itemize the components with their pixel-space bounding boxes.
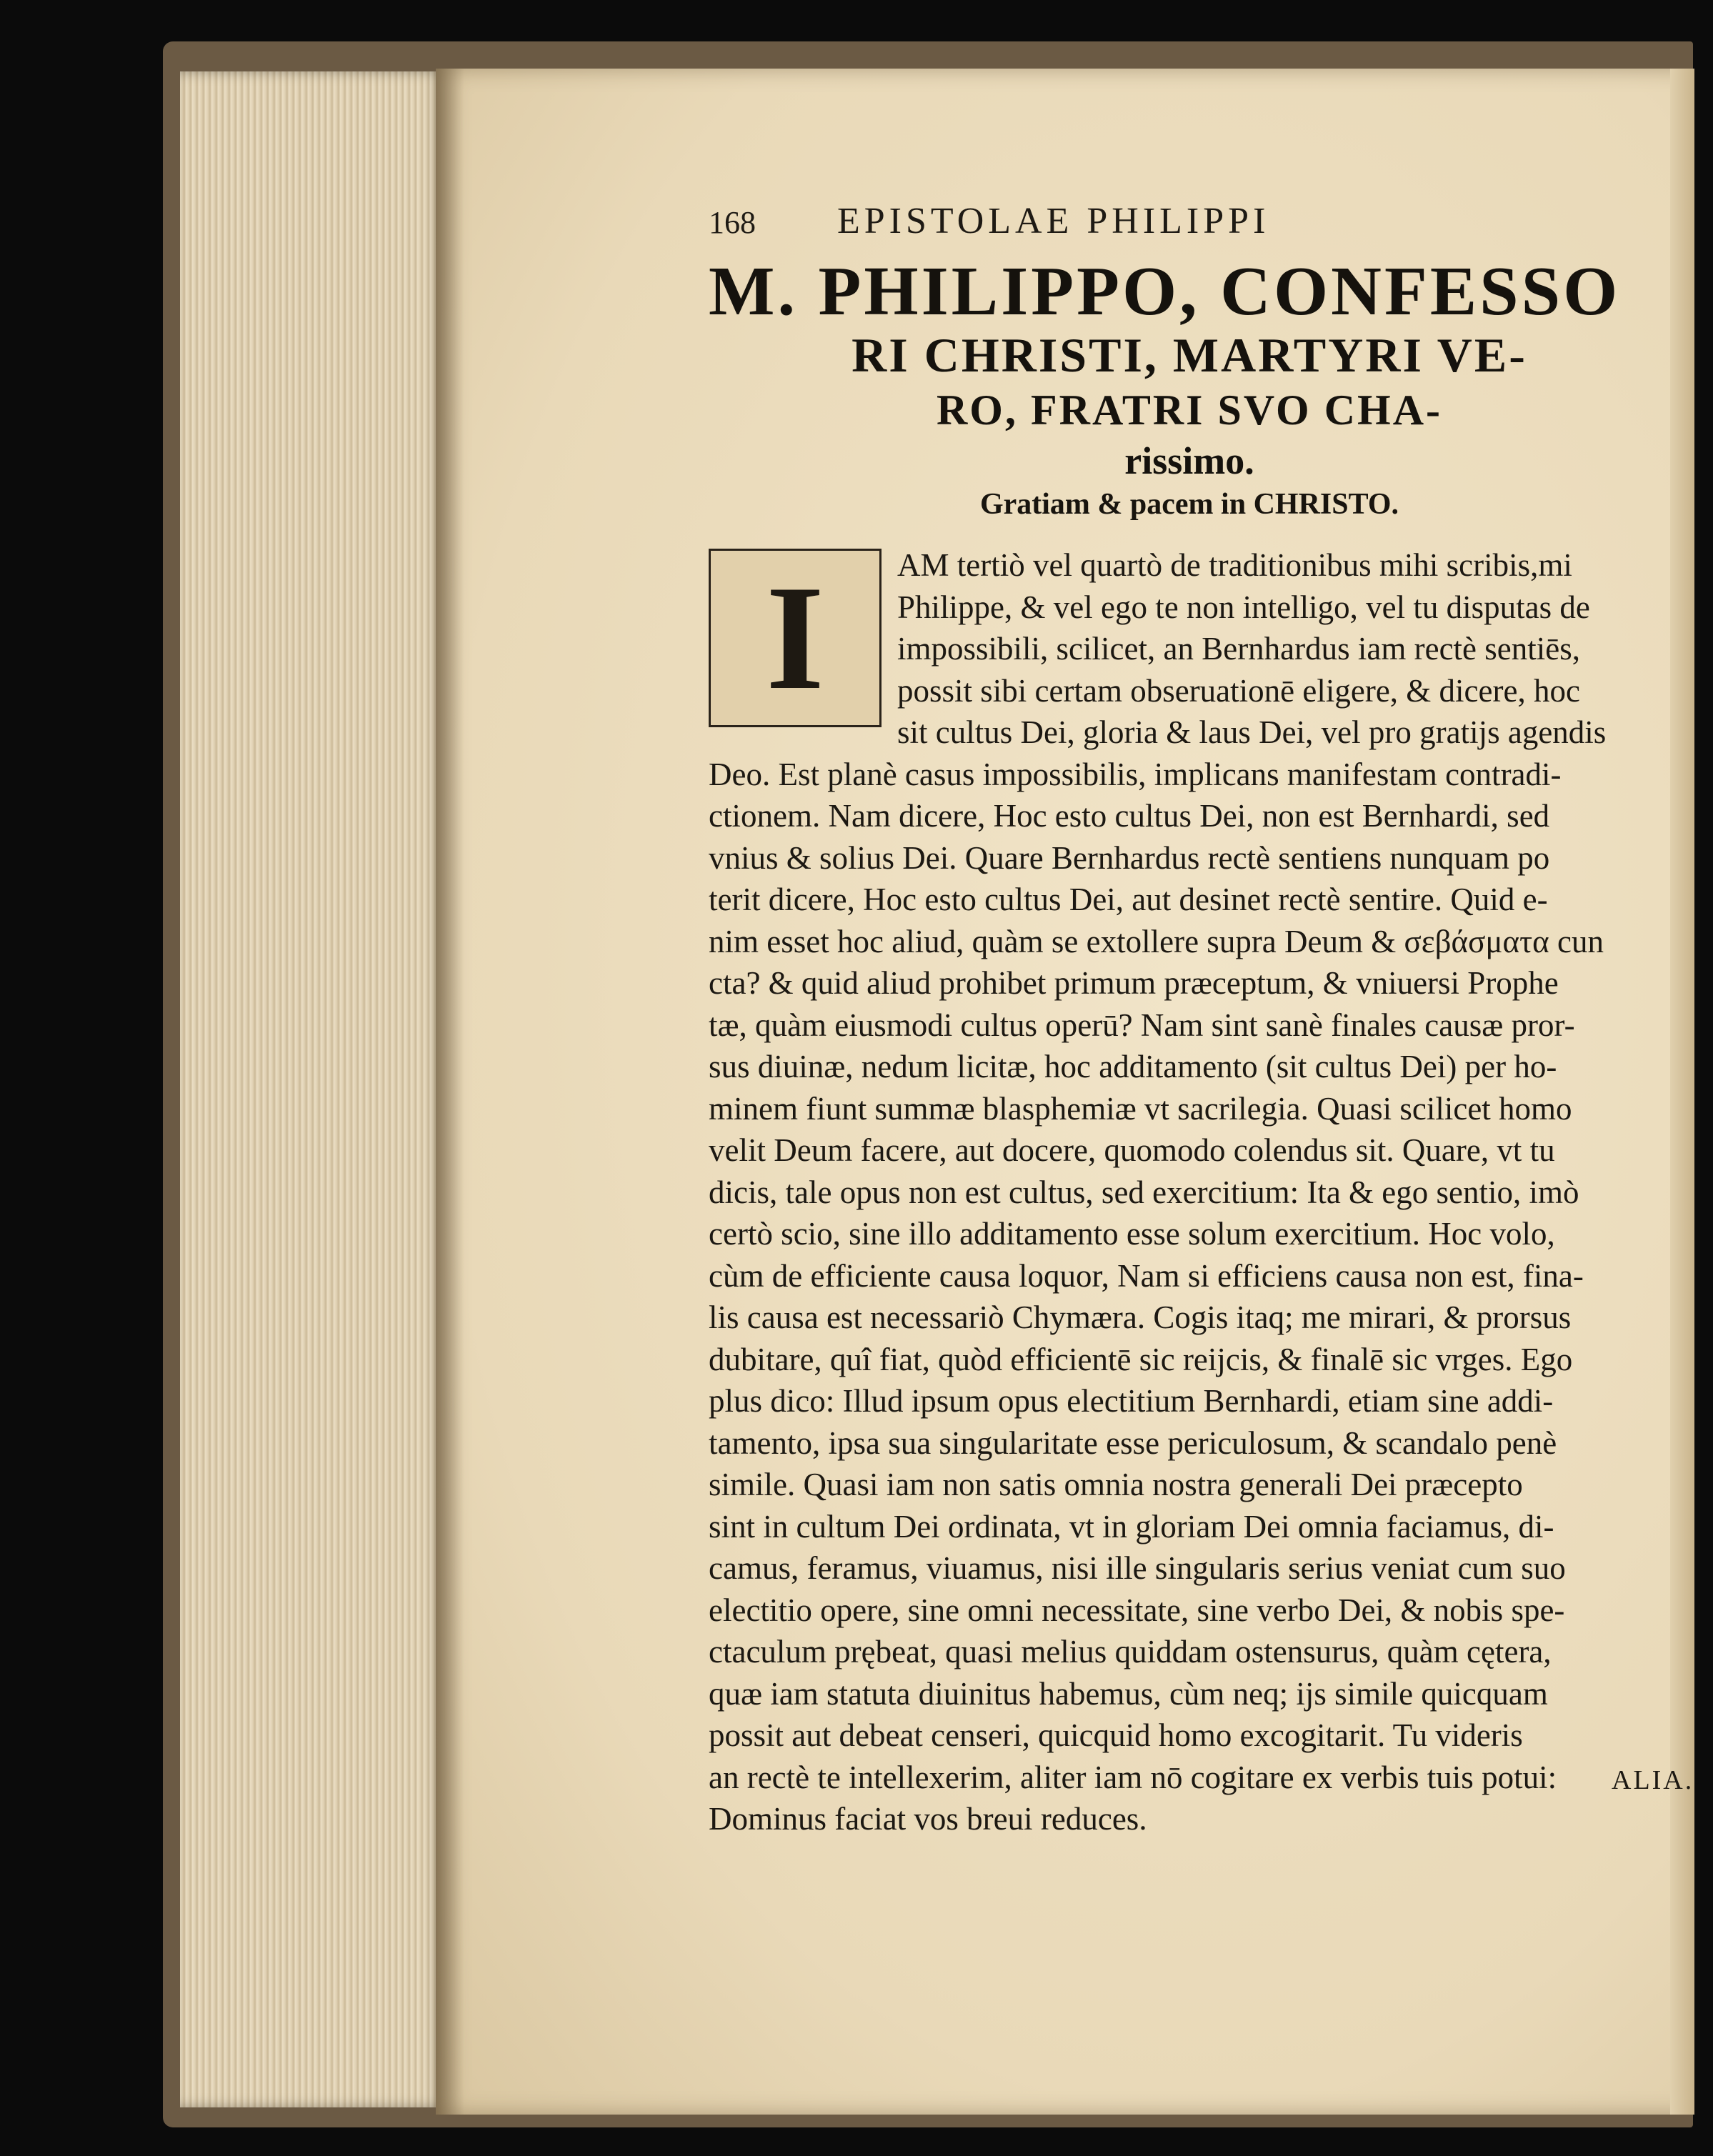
text-line: sit cultus Dei, gloria & laus Dei, vel pro gratijs agendis (897, 714, 1607, 750)
text-line: Philippe, & vel ego te non intelligo, vel tu disputas de (897, 589, 1590, 625)
text-line: dubitare, quî fiat, quòd efficientē sic reijcis, & finalē sic vrges. Ego (709, 1341, 1573, 1377)
initial-letter: I (766, 555, 824, 721)
text-line: simile. Quasi iam non satis omnia nostra generali Dei præcepto (709, 1467, 1523, 1502)
text-line: vnius & solius Dei. Quare Bernhardus rectè sentiens nunquam po (709, 839, 1550, 876)
title-line-2: RI CHRISTI, MARTYRI VE- (851, 328, 1527, 382)
text-line: quæ iam statuta diuinitus habemus, cùm neq; ijs simile quicquam (709, 1675, 1548, 1712)
text-line: sus diuinæ, nedum licitæ, hoc additamento (sit cultus Dei) per ho- (709, 1049, 1557, 1084)
title-line-3: RO, FRATRI SVO CHA- (936, 386, 1443, 434)
text-line: dicis, tale opus non est cultus, sed exercitium: Ita & ego sentio, imò (709, 1174, 1579, 1210)
page-edges (180, 71, 444, 2107)
page-number: 168 (709, 205, 756, 240)
page-header (709, 200, 1666, 250)
text-line: camus, feramus, viuamus, nisi ille singularis serius veniat cum suo (709, 1550, 1566, 1586)
title-line-4: rissimo. (1124, 439, 1254, 482)
text-line: possit aut debeat censeri, quicquid homo excogitarit. Tu videris (709, 1717, 1523, 1753)
text-line: velit Deum facere, aut docere, quomodo colendus sit. Quare, vt tu (709, 1132, 1555, 1168)
letter-title (709, 251, 1670, 487)
text-line: Dominus faciat vos breui reduces. (709, 1801, 1147, 1837)
text-line: cùm de efficiente causa loquor, Nam si efficiens causa non est, fina- (709, 1257, 1584, 1294)
text-line: an rectè te intellexerim, aliter iam nō cogitare ex verbis tuis potui: (709, 1759, 1557, 1795)
text-line: Deo. Est planè casus impossibilis, implicans manifestam contradi- (709, 756, 1562, 792)
text-line: tæ, quàm eiusmodi cultus operū? Nam sint sanè finales causæ pror- (709, 1007, 1575, 1043)
text-line: minem fiunt summæ blasphemiæ vt sacrilegia. Quasi scilicet homo (709, 1090, 1572, 1127)
text-line: certò scio, sine illo additamento esse solum exercitium. Hoc volo, (709, 1216, 1555, 1252)
text-line: AM tertiò vel quartò de traditionibus mihi scribis,mi (897, 547, 1572, 583)
gutter-shadow (436, 69, 464, 2115)
running-head: EPISTOLAE PHILIPPI (837, 201, 1270, 241)
catchword: ALIA. (1612, 1765, 1694, 1795)
text-line: electitio opere, sine omni necessitate, sine verbo Dei, & nobis spe- (709, 1592, 1565, 1628)
text-line: cta? & quid aliud prohibet primum præceptum, & vniuersi Prophe (709, 965, 1559, 1001)
text-line: sint in cultum Dei ordinata, vt in gloriam Dei omnia faciamus, di- (709, 1508, 1554, 1544)
text-line: terit dicere, Hoc esto cultus Dei, aut desinet rectè sentire. Quid e- (709, 882, 1548, 917)
text-line: tamento, ipsa sua singularitate esse periculosum, & scandalo penè (709, 1424, 1557, 1461)
page-right-edge (1670, 69, 1694, 2115)
salutation: Gratiam & pacem in CHRISTO. (979, 488, 1399, 521)
text-line: ctionem. Nam dicere, Hoc esto cultus Dei, non est Bernhardi, sed (709, 798, 1550, 834)
text-line: impossibili, scilicet, an Bernhardus iam rectè sentiēs, (897, 631, 1581, 667)
text-line: plus dico: Illud ipsum opus electitium Bernhardi, etiam sine addi- (709, 1383, 1554, 1419)
text-line: lis causa est necessariò Chymæra. Cogis itaq; me mirari, & prorsus (709, 1299, 1572, 1335)
title-line-1: M. PHILIPPO, CONFESSO (709, 253, 1621, 330)
text-line: nim esset hoc aliud, quàm se extollere supra Deum & σεβάσματα cun (709, 923, 1604, 959)
text-line: possit sibi certam obseruationē eligere, & dicere, hoc (897, 672, 1580, 709)
text-line: ctaculum prębeat, quasi melius quiddam ostensurus, quàm cętera, (709, 1634, 1552, 1670)
